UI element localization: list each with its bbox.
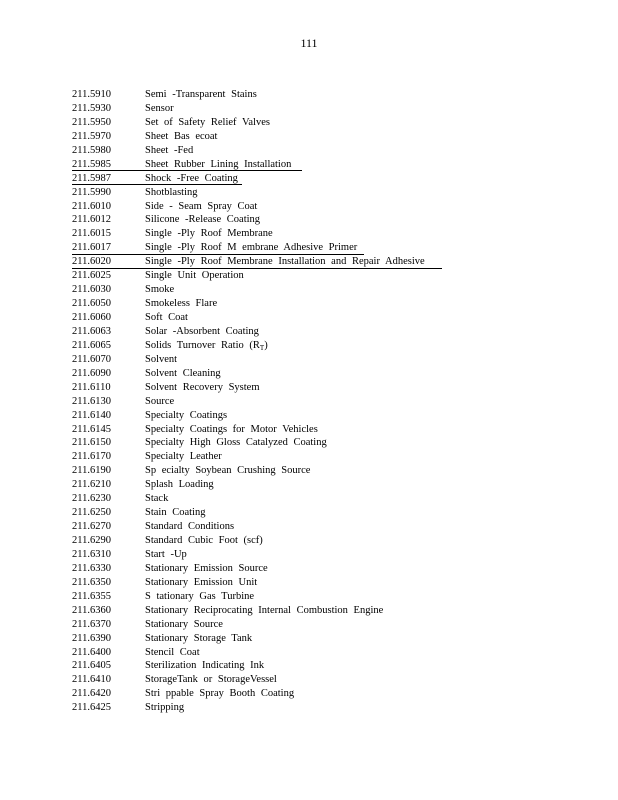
entry-code: 211.6370 bbox=[72, 618, 111, 630]
entry-code: 211.6070 bbox=[72, 353, 111, 365]
page-number: 111 bbox=[300, 36, 318, 50]
entry-term: Stationary Emission Source bbox=[145, 562, 268, 574]
index-entry bbox=[72, 632, 552, 646]
entry-term: Solvent Cleaning bbox=[145, 367, 221, 379]
entry-term: Smoke bbox=[145, 284, 175, 296]
entry-term: Start -Up bbox=[145, 548, 187, 560]
entry-code: 211.6425 bbox=[72, 702, 111, 714]
index-entry bbox=[72, 423, 552, 437]
index-entry bbox=[72, 367, 552, 381]
index-entry bbox=[72, 409, 552, 423]
index-entry bbox=[72, 450, 552, 464]
index-entry bbox=[72, 604, 552, 618]
entry-term: Silicone -Release Coating bbox=[145, 214, 261, 226]
index-entry bbox=[72, 618, 552, 632]
entry-term: Stri ppable Spray Booth Coating bbox=[145, 688, 295, 700]
entry-term-subscript: T bbox=[259, 343, 265, 352]
entry-term: Sensor bbox=[145, 102, 174, 114]
entry-code: 211.6360 bbox=[72, 604, 111, 616]
entry-term-text: Solids Turnover Ratio (R bbox=[145, 339, 260, 351]
definition-index-list bbox=[72, 88, 552, 715]
index-entry bbox=[72, 227, 552, 241]
entry-term: Stationary Reciprocating Internal Combustion Engine bbox=[145, 604, 384, 616]
index-entry bbox=[72, 353, 552, 367]
entry-term: Stencil Coat bbox=[145, 646, 200, 658]
entry-term: Stationary Source bbox=[145, 618, 223, 630]
entry-term: Splash Loading bbox=[145, 479, 214, 491]
entry-term: Sheet Rubber Lining Installation bbox=[145, 158, 292, 170]
entry-code: 211.6390 bbox=[72, 632, 111, 644]
entry-term: Solar -Absorbent Coating bbox=[145, 325, 259, 337]
entry-term: Stationary Emission Unit bbox=[145, 576, 258, 588]
entry-code: 211.6030 bbox=[72, 284, 111, 296]
entry-term: Shock -Free Coating bbox=[145, 172, 238, 184]
index-entry-underlined bbox=[72, 158, 552, 172]
index-entry bbox=[72, 659, 552, 673]
entry-term: Sheet Bas ecoat bbox=[145, 130, 218, 142]
entry-term: Specialty Leather bbox=[145, 451, 222, 463]
entry-term: Sp ecialty Soybean Crushing Source bbox=[145, 465, 311, 477]
entry-term: Specialty Coatings for Motor Vehicles bbox=[145, 423, 318, 435]
entry-term: StorageTank or StorageVessel bbox=[145, 674, 277, 686]
entry-term: Side - Seam Spray Coat bbox=[145, 200, 258, 212]
entry-code: 211.6017 bbox=[72, 242, 111, 254]
index-entry bbox=[72, 534, 552, 548]
entry-code: 211.6140 bbox=[72, 409, 111, 421]
index-entry bbox=[72, 562, 552, 576]
entry-code: 211.5910 bbox=[72, 89, 111, 100]
entry-term: Stationary Storage Tank bbox=[145, 632, 253, 644]
entry-code: 211.6012 bbox=[72, 214, 111, 226]
entry-code: 211.6090 bbox=[72, 367, 111, 379]
entry-code: 211.6355 bbox=[72, 590, 111, 602]
entry-term: Standard Cubic Foot (scf) bbox=[145, 535, 263, 546]
entry-term: Stack bbox=[145, 493, 169, 505]
index-entry-underlined bbox=[72, 241, 552, 255]
index-entry bbox=[72, 506, 552, 520]
entry-code: 211.6020 bbox=[72, 256, 111, 268]
index-entry bbox=[72, 297, 552, 311]
entry-code: 211.6110 bbox=[72, 381, 111, 393]
entry-code: 211.6350 bbox=[72, 576, 111, 588]
entry-term: Stain Coating bbox=[145, 507, 206, 519]
entry-code: 211.5970 bbox=[72, 130, 111, 142]
entry-term: Shotblasting bbox=[145, 186, 198, 198]
entry-code: 211.5980 bbox=[72, 144, 111, 156]
entry-code: 211.6130 bbox=[72, 395, 111, 407]
index-entry bbox=[72, 381, 552, 395]
index-entry-underlined bbox=[72, 255, 552, 269]
entry-code: 211.6050 bbox=[72, 298, 111, 310]
index-entry bbox=[72, 548, 552, 562]
entry-term: Set of Safety Relief Valves bbox=[145, 116, 270, 128]
entry-term: Soft Coat bbox=[145, 312, 188, 323]
entry-code: 211.6060 bbox=[72, 312, 111, 323]
entry-term: Stripping bbox=[145, 702, 185, 714]
entry-term: S tationary Gas Turbine bbox=[145, 590, 255, 602]
entry-code: 211.6063 bbox=[72, 325, 111, 337]
entry-code: 211.6250 bbox=[72, 507, 111, 519]
entry-term: Semi -Transparent Stains bbox=[145, 89, 257, 100]
entry-code: 211.5930 bbox=[72, 102, 111, 114]
index-entry bbox=[72, 116, 552, 130]
entry-code: 211.6210 bbox=[72, 479, 111, 491]
entry-code: 211.6170 bbox=[72, 451, 111, 463]
entry-term: Source bbox=[145, 395, 175, 407]
entry-term: Smokeless Flare bbox=[145, 298, 218, 310]
index-entry bbox=[72, 102, 552, 116]
entry-term: Single -Ply Roof M embrane Adhesive Primer bbox=[145, 242, 358, 254]
index-entry-underlined bbox=[72, 172, 552, 186]
index-entry bbox=[72, 88, 552, 102]
entry-code: 211.6330 bbox=[72, 562, 111, 574]
index-entry bbox=[72, 478, 552, 492]
entry-term: Sterilization Indicating Ink bbox=[145, 660, 265, 672]
entry-term: Solvent bbox=[145, 353, 178, 365]
entry-code: 211.6405 bbox=[72, 660, 111, 672]
entry-code: 211.6420 bbox=[72, 688, 111, 700]
index-entry bbox=[72, 311, 552, 325]
index-entry bbox=[72, 186, 552, 200]
entry-code: 211.5985 bbox=[72, 158, 111, 170]
entry-code: 211.6410 bbox=[72, 674, 111, 686]
index-entry bbox=[72, 492, 552, 506]
index-entry bbox=[72, 283, 552, 297]
index-entry bbox=[72, 339, 552, 353]
entry-term: Solvent Recovery System bbox=[145, 381, 260, 393]
index-entry bbox=[72, 464, 552, 478]
entry-term-suffix: ) bbox=[264, 339, 268, 351]
index-entry bbox=[72, 687, 552, 701]
index-entry bbox=[72, 144, 552, 158]
entry-code: 211.6015 bbox=[72, 228, 111, 240]
entry-code: 211.6025 bbox=[72, 270, 111, 282]
index-entry bbox=[72, 436, 552, 450]
entry-code: 211.6010 bbox=[72, 200, 111, 212]
entry-code: 211.6145 bbox=[72, 423, 111, 435]
index-entry bbox=[72, 325, 552, 339]
entry-code: 211.5990 bbox=[72, 186, 111, 198]
index-entry bbox=[72, 701, 552, 715]
entry-code: 211.6190 bbox=[72, 465, 111, 477]
index-entry bbox=[72, 130, 552, 144]
entry-code: 211.5987 bbox=[72, 172, 111, 184]
entry-code: 211.6310 bbox=[72, 548, 111, 560]
entry-term: Single Unit Operation bbox=[145, 270, 244, 282]
index-entry bbox=[72, 213, 552, 227]
index-entry bbox=[72, 576, 552, 590]
index-entry bbox=[72, 395, 552, 409]
entry-term: Specialty Coatings bbox=[145, 409, 228, 421]
index-entry bbox=[72, 646, 552, 660]
entry-term: Sheet -Fed bbox=[145, 144, 194, 156]
entry-code: 211.6150 bbox=[72, 437, 111, 449]
entry-code: 211.6400 bbox=[72, 646, 111, 658]
entry-code: 211.6270 bbox=[72, 521, 111, 533]
entry-term: Single -Ply Roof Membrane bbox=[145, 228, 273, 240]
entry-code: 211.6290 bbox=[72, 535, 111, 546]
index-entry bbox=[72, 520, 552, 534]
entry-code: 211.5950 bbox=[72, 116, 111, 128]
entry-code: 211.6065 bbox=[72, 339, 111, 351]
index-entry bbox=[72, 673, 552, 687]
entry-term: Single -Ply Roof Membrane Installation and Repair Adhesive bbox=[145, 256, 425, 268]
entry-term: Standard Conditions bbox=[145, 521, 235, 533]
entry-term: Specialty High Gloss Catalyzed Coating bbox=[145, 437, 327, 449]
index-entry bbox=[72, 269, 552, 283]
index-entry bbox=[72, 590, 552, 604]
entry-code: 211.6230 bbox=[72, 493, 111, 505]
index-entry bbox=[72, 200, 552, 214]
